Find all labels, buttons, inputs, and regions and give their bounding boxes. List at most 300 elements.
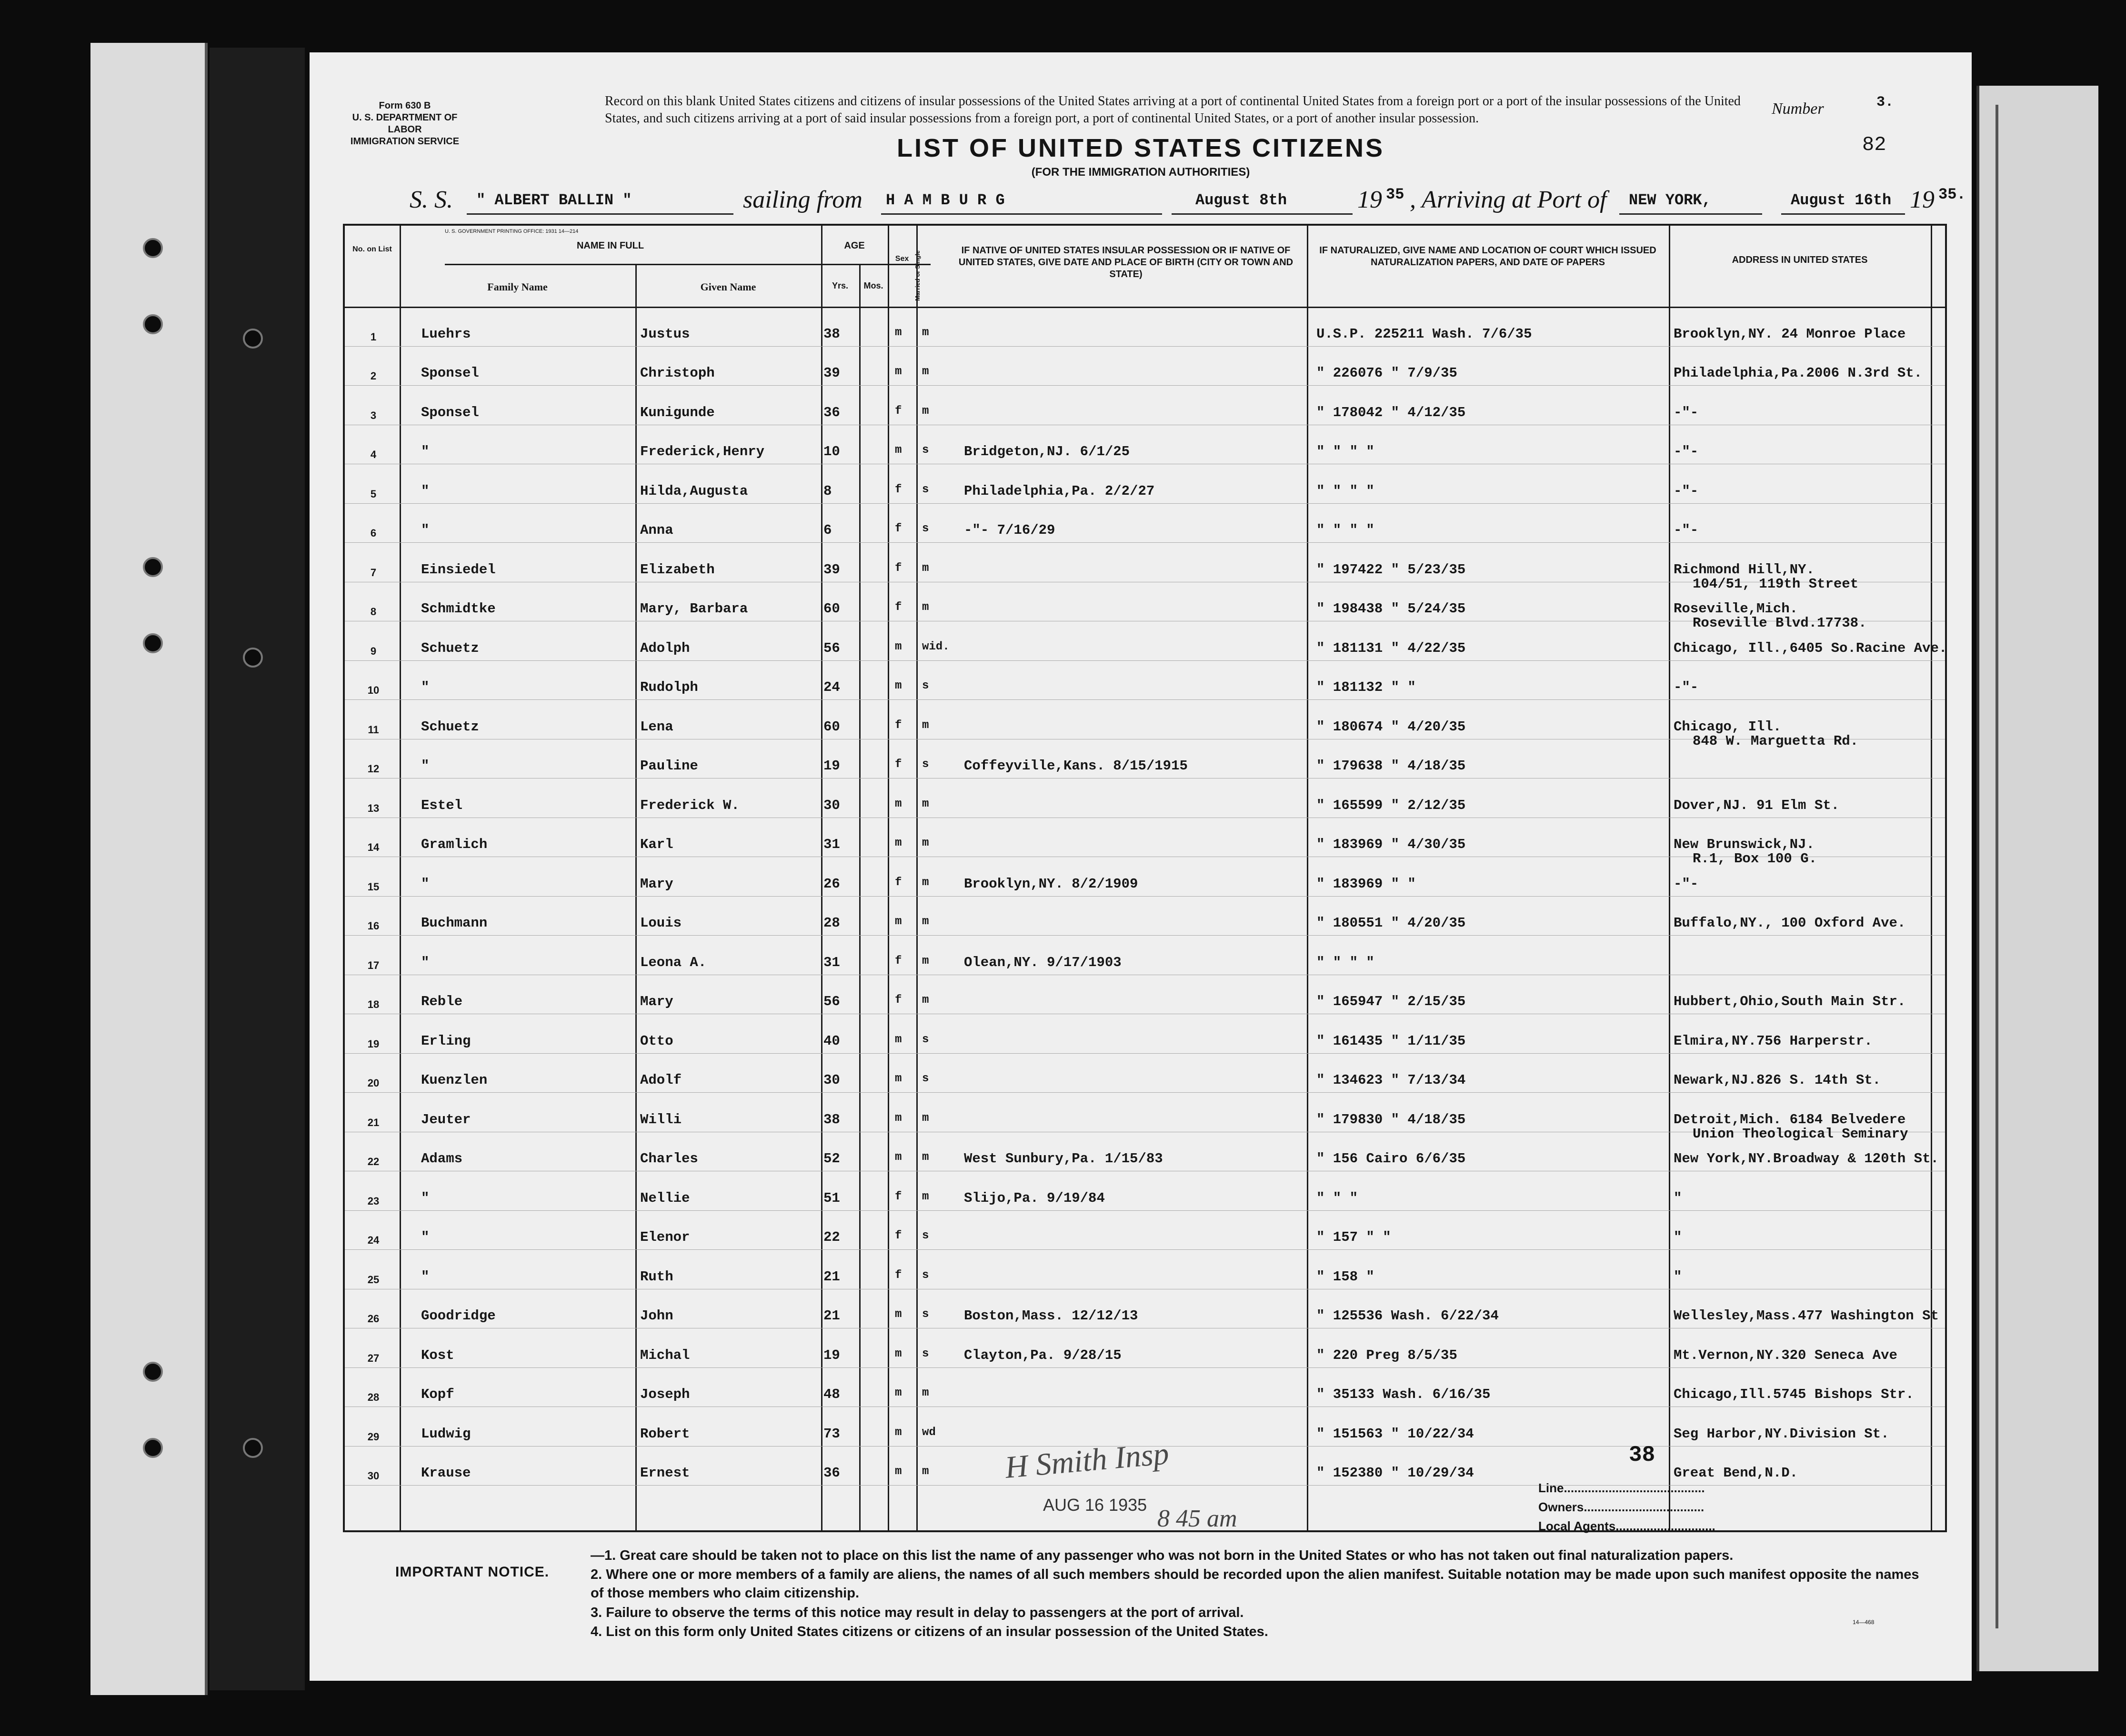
header-address: ADDRESS IN UNITED STATES bbox=[1732, 255, 1868, 265]
birth-place-date: Philadelphia,Pa. 2/2/27 bbox=[964, 483, 1155, 499]
us-address-line2: 848 W. Marguetta Rd. bbox=[1693, 733, 1859, 749]
age-years: 26 bbox=[823, 876, 840, 892]
naturalization-papers: " 134623 " 7/13/34 bbox=[1316, 1072, 1466, 1088]
age-years: 38 bbox=[823, 326, 840, 342]
age-years: 22 bbox=[823, 1229, 840, 1245]
age-years: 24 bbox=[823, 679, 840, 695]
row-rule bbox=[345, 660, 1945, 661]
given-name: Willi bbox=[640, 1111, 682, 1127]
sex: m bbox=[895, 1347, 902, 1360]
given-name: Mary bbox=[640, 994, 673, 1009]
given-name: Nellie bbox=[640, 1190, 690, 1206]
row-number: 24 bbox=[367, 1234, 380, 1246]
us-address: -"- bbox=[1674, 404, 1699, 420]
age-years: 36 bbox=[823, 404, 840, 420]
family-name: Sponsel bbox=[421, 404, 479, 420]
row-rule bbox=[345, 935, 1945, 936]
family-name: Reble bbox=[421, 994, 463, 1009]
line-label: Line......................................... bbox=[1538, 1481, 1705, 1495]
given-name: Ruth bbox=[640, 1268, 673, 1285]
row-number: 15 bbox=[367, 880, 380, 893]
sex: f bbox=[895, 758, 902, 771]
us-address: Wellesley,Mass.477 Washington St bbox=[1674, 1308, 1939, 1324]
header-married: Married or Single bbox=[914, 250, 921, 301]
row-rule bbox=[345, 542, 1945, 543]
passenger-table bbox=[343, 224, 1947, 1532]
row-number: 28 bbox=[367, 1391, 380, 1403]
marital-status: s bbox=[922, 679, 929, 692]
age-years: 8 bbox=[823, 483, 832, 499]
given-name: Joseph bbox=[640, 1387, 690, 1402]
sex: f bbox=[895, 483, 902, 496]
row-number: 2 bbox=[370, 370, 377, 382]
us-address-line2: Roseville Blvd.17738. bbox=[1693, 615, 1867, 631]
naturalization-papers: " 181132 " " bbox=[1316, 679, 1416, 695]
header-no: No. on List bbox=[352, 245, 392, 253]
naturalization-papers: " " " " bbox=[1316, 444, 1374, 459]
us-address: -"- bbox=[1674, 522, 1699, 538]
birth-place-date: West Sunbury,Pa. 1/15/83 bbox=[964, 1151, 1163, 1167]
binder-hole bbox=[143, 633, 163, 653]
given-name: Adolph bbox=[640, 640, 690, 656]
us-address: Hubbert,Ohio,South Main Str. bbox=[1674, 994, 1906, 1009]
family-name: Jeuter bbox=[421, 1111, 471, 1127]
header-given-name: Given Name bbox=[700, 281, 756, 293]
marital-status: s bbox=[922, 1033, 929, 1046]
number-value: 3. bbox=[1876, 94, 1894, 110]
birth-place-date: -"- 7/16/29 bbox=[964, 522, 1055, 538]
given-name: Adolf bbox=[640, 1072, 682, 1088]
marital-status: m bbox=[922, 876, 929, 889]
marital-status: m bbox=[922, 718, 929, 732]
row-number: 11 bbox=[368, 723, 379, 736]
sail-date: August 8th bbox=[1195, 191, 1287, 209]
printer-credit: U. S. GOVERNMENT PRINTING OFFICE: 1931 14—214 bbox=[445, 229, 579, 234]
family-name: Erling bbox=[421, 1033, 471, 1049]
page-title: LIST OF UNITED STATES CITIZENS bbox=[897, 134, 1384, 162]
given-name: Elizabeth bbox=[640, 561, 715, 578]
row-rule bbox=[345, 503, 1945, 504]
naturalization-papers: " 179638 " 4/18/35 bbox=[1316, 758, 1466, 774]
age-years: 10 bbox=[823, 444, 840, 459]
sex: m bbox=[895, 1111, 902, 1125]
given-name: Anna bbox=[640, 522, 673, 538]
row-number: 22 bbox=[367, 1156, 380, 1167]
family-name: Kopf bbox=[421, 1387, 454, 1402]
sex: m bbox=[895, 640, 902, 653]
arrival-year-prefix: 19 bbox=[1910, 186, 1935, 213]
given-name: Pauline bbox=[640, 758, 698, 774]
us-address: Mt.Vernon,NY.320 Seneca Ave bbox=[1674, 1347, 1897, 1363]
marital-status: m bbox=[922, 1151, 929, 1164]
naturalization-papers: " 183969 " 4/30/35 bbox=[1316, 837, 1466, 852]
inspector-signature: H Smith Insp bbox=[1003, 1436, 1171, 1485]
row-number: 21 bbox=[367, 1116, 380, 1128]
ss-label: S. S. bbox=[410, 186, 453, 213]
row-number: 6 bbox=[370, 527, 377, 539]
naturalization-papers: " 198438 " 5/24/35 bbox=[1316, 601, 1466, 617]
age-years: 36 bbox=[823, 1465, 840, 1481]
naturalization-papers: " 183969 " " bbox=[1316, 876, 1416, 892]
row-rule bbox=[345, 896, 1945, 897]
age-years: 39 bbox=[823, 561, 840, 578]
us-address: Chicago, Ill.,6405 So.Racine Ave. bbox=[1674, 640, 1947, 656]
owners-label: Owners................................... bbox=[1538, 1500, 1705, 1514]
marital-status: m bbox=[922, 561, 929, 575]
given-name: Christoph bbox=[640, 365, 715, 381]
birth-place-date: Clayton,Pa. 9/28/15 bbox=[964, 1347, 1122, 1363]
marital-status: s bbox=[922, 1308, 929, 1321]
sex: f bbox=[895, 1268, 902, 1282]
marital-status: s bbox=[922, 1072, 929, 1085]
us-address: Buffalo,NY., 100 Oxford Ave. bbox=[1674, 915, 1906, 931]
row-rule bbox=[345, 346, 1945, 347]
birth-place-date: Olean,NY. 9/17/1903 bbox=[964, 954, 1122, 970]
binder-hole bbox=[243, 1438, 263, 1458]
family-name: Kost bbox=[421, 1347, 454, 1363]
row-number: 29 bbox=[367, 1430, 380, 1443]
marital-status: s bbox=[922, 1347, 929, 1360]
agents-label: Local Agents............................. bbox=[1538, 1519, 1715, 1533]
naturalization-papers: U.S.P. 225211 Wash. 7/6/35 bbox=[1316, 326, 1532, 342]
marital-status: m bbox=[922, 404, 929, 418]
record-instructions: Record on this blank United States citizens and citizens of insular possessions of the United States arriving at a port of continental United States from a foreign port or a port of the insular possessions of the United States, and such citizens arriving at a port of said insular possessions from a foreign port, a port of continental United States, or a port of another insular possession. bbox=[605, 94, 1741, 126]
us-address-line2: Union Theological Seminary bbox=[1693, 1126, 1908, 1142]
sex: f bbox=[895, 718, 902, 732]
row-number: 27 bbox=[367, 1352, 380, 1364]
ship-name: " ALBERT BALLIN " bbox=[476, 191, 632, 209]
family-name: " bbox=[421, 954, 430, 970]
binder-hole bbox=[143, 1362, 163, 1382]
family-name: Gramlich bbox=[421, 837, 488, 852]
row-number: 17 bbox=[367, 959, 380, 971]
age-years: 30 bbox=[823, 797, 840, 813]
sex: f bbox=[895, 1229, 902, 1242]
family-name: " bbox=[421, 876, 430, 892]
notice-4: 4. List on this form only United States citizens or citizens of an insular possession of the United States. bbox=[591, 1624, 1268, 1639]
naturalization-papers: " 178042 " 4/12/35 bbox=[1316, 404, 1466, 420]
header-family-name: Family Name bbox=[487, 281, 548, 293]
age-years: 30 bbox=[823, 1072, 840, 1088]
notice-2: 2. Where one or more members of a family are aliens, the names of all such members should be recorded upon the alien manifest. Suitable notation may be made upon such manifest opposite the names of those members who claim citizenship. bbox=[591, 1567, 1919, 1601]
given-name: John bbox=[640, 1308, 673, 1324]
us-address: Philadelphia,Pa.2006 N.3rd St. bbox=[1674, 365, 1923, 381]
family-name: Schuetz bbox=[421, 640, 479, 656]
age-years: 60 bbox=[823, 601, 840, 617]
form-identifier: Form 630 B U. S. DEPARTMENT OF LABOR IMMIGRATION SERVICE bbox=[350, 100, 460, 147]
sex: m bbox=[895, 1151, 902, 1164]
family-name: Buchmann bbox=[421, 915, 488, 931]
age-years: 39 bbox=[823, 365, 840, 381]
sex: m bbox=[895, 1465, 902, 1478]
marital-status: m bbox=[922, 915, 929, 928]
us-address: Chicago, Ill. bbox=[1674, 718, 1782, 735]
us-address: Seg Harbor,NY.Division St. bbox=[1674, 1426, 1889, 1442]
family-name: Krause bbox=[421, 1465, 471, 1481]
sex: m bbox=[895, 837, 902, 849]
row-number: 18 bbox=[367, 998, 380, 1010]
family-name: " bbox=[421, 1268, 430, 1285]
family-name: Luehrs bbox=[421, 326, 471, 342]
given-name: Michal bbox=[640, 1347, 690, 1363]
us-address: Chicago,Ill.5745 Bishops Str. bbox=[1674, 1387, 1914, 1402]
us-address: Brooklyn,NY. 24 Monroe Place bbox=[1674, 326, 1906, 342]
us-address: -"- bbox=[1674, 483, 1699, 499]
manifest-sheet bbox=[310, 52, 1972, 1681]
marital-status: m bbox=[922, 1111, 929, 1125]
port-from: H A M B U R G bbox=[886, 191, 1005, 209]
family-name: Adams bbox=[421, 1151, 463, 1167]
birth-place-date: Brooklyn,NY. 8/2/1909 bbox=[964, 876, 1138, 892]
age-years: 28 bbox=[823, 915, 840, 931]
sex: f bbox=[895, 601, 902, 614]
sex: m bbox=[895, 915, 902, 928]
page-number: 82 bbox=[1862, 133, 1886, 156]
naturalization-papers: " 165599 " 2/12/35 bbox=[1316, 797, 1466, 813]
birth-place-date: Boston,Mass. 12/12/13 bbox=[964, 1308, 1138, 1324]
given-name: Louis bbox=[640, 915, 682, 931]
family-name: Sponsel bbox=[421, 365, 479, 381]
binder-hole bbox=[143, 314, 163, 334]
sex: m bbox=[895, 1387, 902, 1399]
age-years: 38 bbox=[823, 1111, 840, 1127]
marital-status: m bbox=[922, 326, 929, 339]
row-number: 19 bbox=[367, 1038, 380, 1050]
number-label: Number bbox=[1772, 100, 1824, 118]
given-name: Mary bbox=[640, 876, 673, 892]
row-rule bbox=[345, 1210, 1945, 1211]
age-years: 56 bbox=[823, 994, 840, 1009]
us-address: New York,NY.Broadway & 120th St. bbox=[1674, 1151, 1939, 1167]
given-name: Frederick W. bbox=[640, 797, 740, 813]
sex: f bbox=[895, 561, 902, 575]
row-number: 1 bbox=[370, 330, 377, 343]
sex: f bbox=[895, 876, 902, 889]
marital-status: s bbox=[922, 483, 929, 496]
arrival-date-stamp: AUG 16 1935 bbox=[1043, 1495, 1147, 1515]
binder-hole bbox=[243, 648, 263, 668]
notice-heading: IMPORTANT NOTICE. bbox=[395, 1564, 550, 1580]
header-naturalized: IF NATURALIZED, GIVE NAME AND LOCATION OF COURT WHICH ISSUED NATURALIZATION PAPERS, AND DATE OF PAPERS bbox=[1319, 245, 1656, 268]
given-name: Robert bbox=[640, 1426, 690, 1442]
marital-status: m bbox=[922, 601, 929, 614]
naturalization-papers: " " " " bbox=[1316, 522, 1374, 538]
naturalization-papers: " 161435 " 1/11/35 bbox=[1316, 1033, 1466, 1049]
naturalization-papers: " " " bbox=[1316, 1190, 1358, 1206]
family-name: " bbox=[421, 522, 430, 538]
family-name: Kuenzlen bbox=[421, 1072, 488, 1088]
arrival-date: August 16th bbox=[1791, 191, 1892, 209]
row-number: 23 bbox=[367, 1195, 380, 1207]
us-address: Richmond Hill,NY. bbox=[1674, 561, 1815, 578]
voyage-line bbox=[410, 186, 1966, 219]
row-number: 25 bbox=[367, 1273, 380, 1286]
us-address: New Brunswick,NJ. bbox=[1674, 837, 1815, 852]
given-name: Lena bbox=[640, 718, 673, 735]
age-years: 21 bbox=[823, 1308, 840, 1324]
sex: f bbox=[895, 994, 902, 1007]
us-address: " bbox=[1674, 1229, 1682, 1245]
family-name: Schuetz bbox=[421, 718, 479, 735]
row-number: 30 bbox=[367, 1470, 380, 1482]
us-address: " bbox=[1674, 1268, 1682, 1285]
header-age: AGE bbox=[844, 240, 865, 251]
row-number: 14 bbox=[367, 841, 380, 853]
given-name: Karl bbox=[640, 837, 673, 852]
binder-hole bbox=[143, 238, 163, 258]
row-number: 8 bbox=[370, 606, 377, 618]
sailing-label: sailing from bbox=[743, 186, 862, 213]
port-to: NEW YORK, bbox=[1629, 191, 1711, 209]
sail-year: 35 bbox=[1386, 186, 1404, 203]
row-number: 3 bbox=[370, 409, 377, 421]
us-address: -"- bbox=[1674, 679, 1699, 695]
naturalization-papers: " 220 Preg 8/5/35 bbox=[1316, 1347, 1457, 1363]
sex: m bbox=[895, 326, 902, 339]
marital-status: s bbox=[922, 1229, 929, 1242]
age-years: 31 bbox=[823, 837, 840, 852]
row-number: 10 bbox=[367, 684, 380, 696]
marital-status: s bbox=[922, 758, 929, 771]
naturalization-papers: " 156 Cairo 6/6/35 bbox=[1316, 1151, 1466, 1167]
page-stack-line bbox=[1996, 105, 1998, 1628]
header-yrs: Yrs. bbox=[832, 281, 849, 290]
sex: m bbox=[895, 1033, 902, 1046]
page-subtitle: (FOR THE IMMIGRATION AUTHORITIES) bbox=[1031, 166, 1250, 179]
given-name: Otto bbox=[640, 1033, 673, 1049]
arrival-year: 35. bbox=[1938, 186, 1966, 203]
marital-status: m bbox=[922, 954, 929, 968]
passenger-total: 38 bbox=[1629, 1443, 1655, 1467]
given-name: Charles bbox=[640, 1151, 698, 1167]
row-number: 4 bbox=[370, 449, 377, 460]
given-name: Mary, Barbara bbox=[640, 601, 748, 617]
row-rule bbox=[345, 1249, 1945, 1250]
us-address: Dover,NJ. 91 Elm St. bbox=[1674, 797, 1840, 813]
naturalization-papers: " 197422 " 5/23/35 bbox=[1316, 561, 1466, 578]
family-name: Einsiedel bbox=[421, 561, 496, 578]
given-name: Elenor bbox=[640, 1229, 690, 1245]
marital-status: m bbox=[922, 797, 929, 810]
binder-hole bbox=[143, 557, 163, 577]
given-name: Justus bbox=[640, 326, 690, 342]
us-address: Roseville,Mich. bbox=[1674, 601, 1798, 617]
row-number: 13 bbox=[367, 802, 380, 814]
family-name: " bbox=[421, 483, 430, 499]
age-years: 52 bbox=[823, 1151, 840, 1167]
family-name: " bbox=[421, 679, 430, 695]
birth-place-date: Slijo,Pa. 9/19/84 bbox=[964, 1190, 1105, 1206]
marital-status: m bbox=[922, 837, 929, 849]
binder-hole bbox=[243, 329, 263, 349]
family-name: Ludwig bbox=[421, 1426, 471, 1442]
birth-place-date: Coffeyville,Kans. 8/15/1915 bbox=[964, 758, 1188, 774]
sex: f bbox=[895, 1190, 902, 1203]
notice-1: —1. Great care should be taken not to place on this list the name of any passenger who was not born in the United States or who has not taken out final naturalization papers. bbox=[591, 1548, 1734, 1563]
row-rule bbox=[345, 699, 1945, 700]
given-name: Hilda,Augusta bbox=[640, 483, 748, 499]
row-number: 7 bbox=[370, 566, 377, 579]
given-name: Rudolph bbox=[640, 679, 698, 695]
sex: m bbox=[895, 1072, 902, 1085]
handwritten-time: 8 45 am bbox=[1157, 1505, 1237, 1532]
marital-status: s bbox=[922, 522, 929, 535]
us-address: Great Bend,N.D. bbox=[1674, 1465, 1798, 1481]
family-name: Schmidtke bbox=[421, 601, 496, 617]
marital-status: m bbox=[922, 1190, 929, 1203]
row-rule bbox=[345, 385, 1945, 386]
sex: m bbox=[895, 797, 902, 810]
family-name: Goodridge bbox=[421, 1308, 496, 1324]
naturalization-papers: " 181131 " 4/22/35 bbox=[1316, 640, 1466, 656]
naturalization-papers: " 226076 " 7/9/35 bbox=[1316, 365, 1457, 381]
sex: m bbox=[895, 679, 902, 692]
age-years: 19 bbox=[823, 758, 840, 774]
header-mos: Mos. bbox=[863, 281, 883, 290]
page-stack-edge bbox=[1976, 86, 2098, 1671]
age-years: 60 bbox=[823, 718, 840, 735]
age-years: 21 bbox=[823, 1268, 840, 1285]
sex: m bbox=[895, 444, 902, 457]
family-name: " bbox=[421, 1229, 430, 1245]
naturalization-papers: " 157 " " bbox=[1316, 1229, 1391, 1245]
naturalization-papers: " 179830 " 4/18/35 bbox=[1316, 1111, 1466, 1127]
form-code: 14—468 bbox=[1853, 1619, 1875, 1626]
marital-status: s bbox=[922, 1268, 929, 1282]
marital-status: s bbox=[922, 444, 929, 457]
marital-status: wid. bbox=[922, 640, 950, 653]
naturalization-papers: " 35133 Wash. 6/16/35 bbox=[1316, 1387, 1491, 1402]
row-number: 5 bbox=[370, 488, 377, 500]
arriving-label: , Arriving at Port of bbox=[1410, 186, 1607, 213]
given-name: Kunigunde bbox=[640, 404, 715, 420]
row-number: 20 bbox=[367, 1077, 380, 1089]
binder-hole bbox=[143, 1438, 163, 1458]
sex: f bbox=[895, 404, 902, 418]
marital-status: m bbox=[922, 1465, 929, 1478]
row-rule bbox=[345, 1367, 1945, 1368]
given-name: Frederick,Henry bbox=[640, 444, 765, 459]
family-name: " bbox=[421, 758, 430, 774]
age-years: 40 bbox=[823, 1033, 840, 1049]
given-name: Ernest bbox=[640, 1465, 690, 1481]
sex: m bbox=[895, 365, 902, 378]
header-name: NAME IN FULL bbox=[576, 240, 644, 251]
us-address: Detroit,Mich. 6184 Belvedere bbox=[1674, 1111, 1906, 1127]
row-number: 9 bbox=[370, 645, 377, 657]
row-rule bbox=[345, 1053, 1945, 1054]
sex: f bbox=[895, 522, 902, 535]
naturalization-papers: " " " " bbox=[1316, 954, 1374, 970]
family-name: Estel bbox=[421, 797, 463, 813]
age-years: 56 bbox=[823, 640, 840, 656]
age-years: 31 bbox=[823, 954, 840, 970]
us-address-line2: R.1, Box 100 G. bbox=[1693, 851, 1817, 867]
row-number: 16 bbox=[367, 920, 380, 932]
sail-year-prefix: 19 bbox=[1357, 186, 1382, 213]
marital-status: wd bbox=[922, 1426, 936, 1439]
us-address: " bbox=[1674, 1190, 1682, 1206]
given-name: Leona A. bbox=[640, 954, 707, 970]
naturalization-papers: " 158 " bbox=[1316, 1268, 1374, 1285]
naturalization-papers: " 180551 " 4/20/35 bbox=[1316, 915, 1466, 931]
marital-status: m bbox=[922, 1387, 929, 1399]
us-address-line2: 104/51, 119th Street bbox=[1693, 576, 1859, 592]
header-native: IF NATIVE OF UNITED STATES INSULAR POSSESSION OR IF NATIVE OF UNITED STATES, GIVE DATE AND PLACE OF BIRTH (CITY OR TOWN AND STATE) bbox=[958, 245, 1294, 279]
age-years: 6 bbox=[823, 522, 832, 538]
marital-status: m bbox=[922, 365, 929, 378]
naturalization-papers: " 165947 " 2/15/35 bbox=[1316, 994, 1466, 1009]
